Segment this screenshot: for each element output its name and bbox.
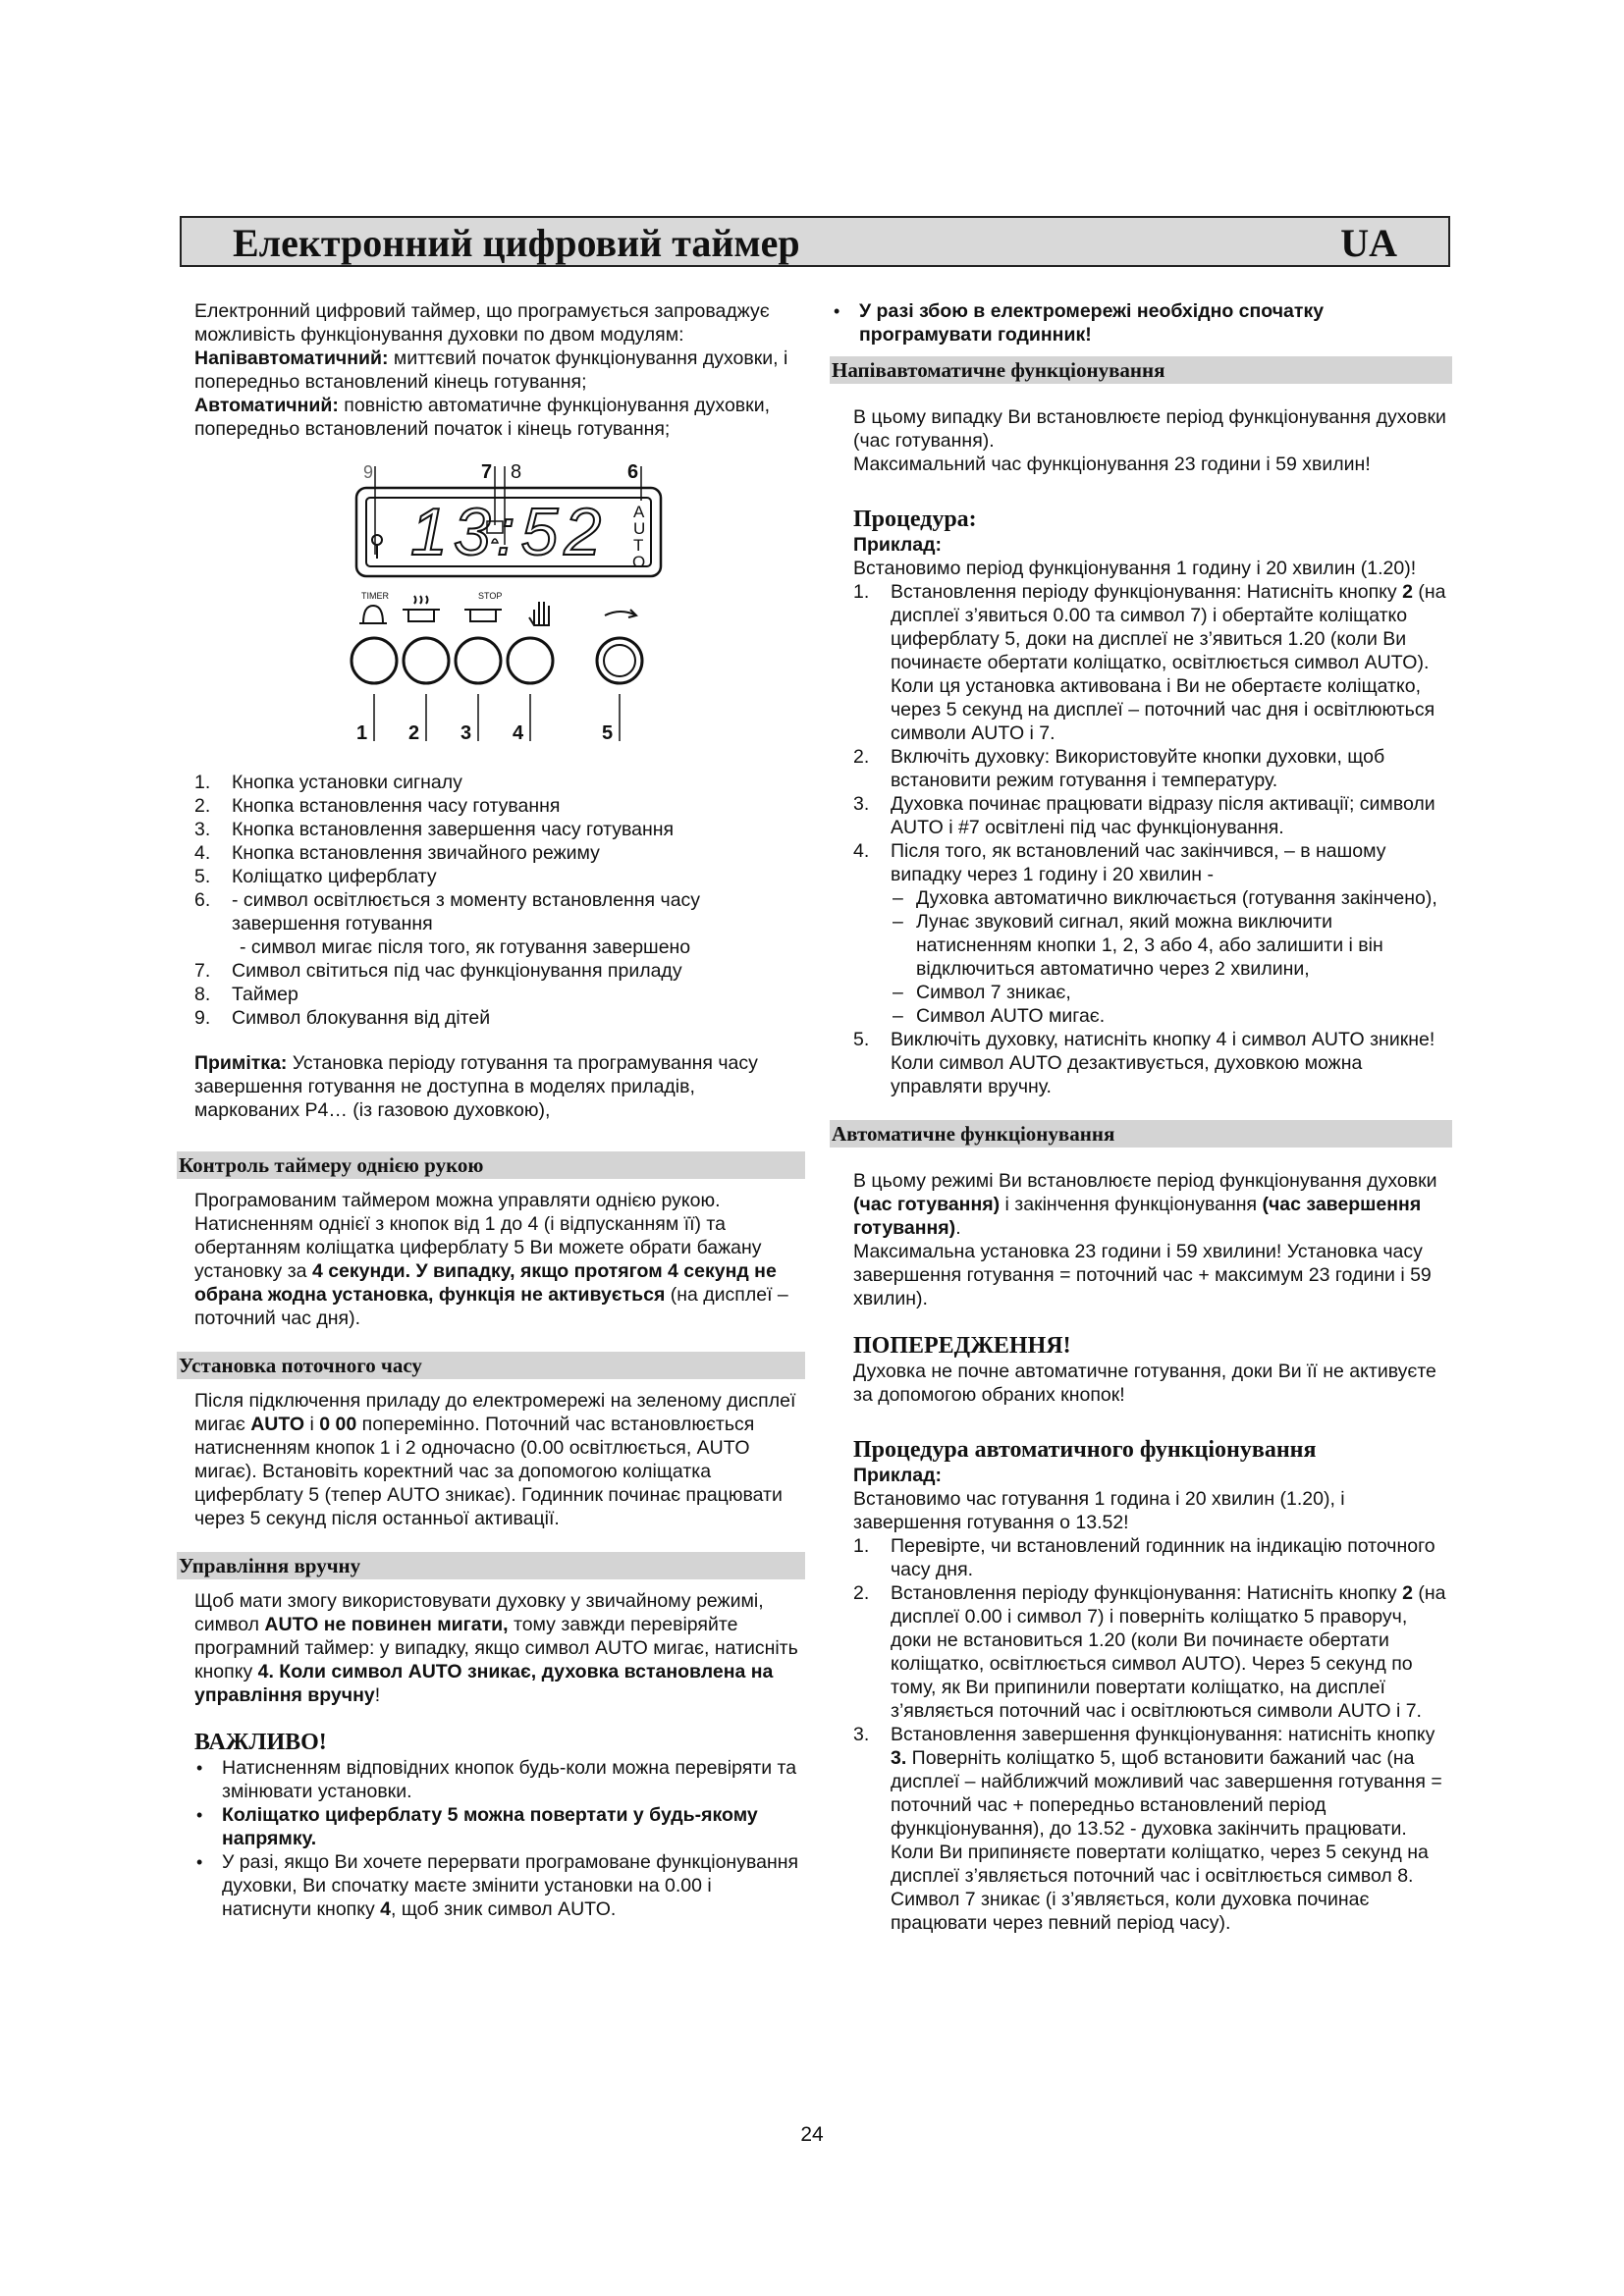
- lock-icon: [372, 535, 382, 559]
- dial-rotate-icon: [605, 610, 636, 617]
- step-sub-item: – Лунає звуковий сигнал, який можна виключити натисненням кнопки 1, 2, 3 або 4, або залишити і він відключиться автоматично через 2 хвилини,: [893, 911, 1383, 980]
- warning-heading: ПОПЕРЕДЖЕННЯ!: [853, 1333, 1071, 1359]
- semi-auto-p1: В цьому випадку Ви встановлюєте період функціонування духовки (час готування).: [853, 406, 1446, 452]
- button-3[interactable]: [456, 638, 501, 683]
- label-4: 4: [513, 722, 524, 744]
- important-item: • У разі, якщо Ви хочете перервати програмоване функціонування духовки, Ви спочатку маєте змінити установки на 0.00 і натиснути кнопку 4, щоб зник символ AUTO.: [196, 1851, 799, 1920]
- current-time-text: Після підключення приладу до електромережі на зеленому дисплеї мигає AUTO і 0 00 поперемінно. Поточний час встановлюється натисненням кнопок 1 і 2 одночасно (0.00 освітлюється, AUTO мигає). Встановіть коректний час за допомогою коліщатка циферблату 5 (тепер AUTO зникає). Годинник починає працювати через 5 секунд після останньої активації.: [194, 1390, 796, 1529]
- stop-label: STOP: [478, 591, 503, 601]
- label-5: 5: [602, 722, 614, 744]
- step-item: 1. Встановлення періоду функціонування: Натисніть кнопку 2 (на дисплеї з’явиться 0.00 та символ 7) і обертайте коліщатко циферблату 5, доки на дисплеї не з’явиться 1.20 (коли Ви починаєте обертати коліщатко, освітлюється символ AUTO). Коли ця установка активована і Ви не обертаєте коліщатко, через 5 секунд на дисплеї – поточний час дня і освітлюються символи AUTO і 7.: [853, 581, 1446, 744]
- language-code: UA: [1340, 221, 1397, 265]
- semi-auto-label: Напівавтоматичний:: [194, 347, 389, 369]
- step-item: 5. Виключіть духовку, натисніть кнопку 4 і символ AUTO зникне! Коли символ AUTO дезактивується, духовкою можна управляти вручну.: [853, 1029, 1435, 1097]
- auto-definition: [194, 394, 803, 441]
- timer-label: TIMER: [361, 591, 389, 601]
- section-heading-one-hand: Контроль таймеру однією рукою: [177, 1151, 805, 1179]
- semi-auto-text: миттєвий початок функціонування духовки, і попередньо встановлений кінець готування;: [194, 347, 788, 393]
- auto-step-item: 2. Встановлення періоду функціонування: Натисніть кнопку 2 (на дисплеї 0.00 і символ 7) і поверніть коліщатко 5 праворуч, доки не встановиться 1.20 (коли Ви починаєте обертати коліщатко, освітлюється символ AUTO). Через 5 секунд по тому, як Ви припинили повертати коліщатко, на дисплеї з’являється поточний час і освітлюються символи AUTO і 7.: [853, 1582, 1446, 1722]
- auto-letters: [632, 503, 645, 571]
- semi-auto-p2: Максимальний час функціонування 23 години і 59 хвилин!: [853, 454, 1371, 475]
- legend-item: - символ мигає після того, як готування завершено: [240, 936, 691, 958]
- legend-item: 8. Таймер: [194, 984, 298, 1005]
- button-1[interactable]: [352, 638, 397, 683]
- svg-text:O: O: [632, 553, 646, 571]
- step-item: 2. Включіть духовку: Використовуйте кнопки духовки, щоб встановити режим готування і температуру.: [853, 746, 1385, 791]
- important-heading: ВАЖЛИВО!: [194, 1730, 327, 1755]
- intro-text: Електронний цифровий таймер, що програмується запроваджує можливість функціонування духовки по двом модулям:: [194, 300, 770, 346]
- legend-item: 9. Символ блокування від дітей: [194, 1007, 491, 1029]
- display-time: 13:52: [410, 495, 608, 569]
- power-warning: • У разі збою в електромережі необхідно спочатку програмувати годинник!: [834, 300, 1325, 346]
- label-7: 7: [481, 461, 493, 483]
- legend-item: 3. Кнопка встановлення завершення часу готування: [194, 819, 675, 840]
- example-text: Встановимо період функціонування 1 годину і 20 хвилин (1.20)!: [853, 558, 1417, 579]
- cooking-time-icon: [403, 596, 440, 621]
- note-text: Примітка: Установка періоду готування та програмування часу завершення готування не доступна в моделях приладів, маркованих Р4… (із газовою духовкою),: [194, 1052, 758, 1121]
- legend-list: [194, 771, 803, 1030]
- label-1: 1: [356, 722, 368, 744]
- left-column: [179, 299, 803, 1921]
- page-number: 24: [800, 2123, 824, 2146]
- important-item: • Коліщатко циферблату 5 можна повертати у будь-якому напрямку.: [196, 1804, 758, 1849]
- step-item: 4. Після того, як встановлений час закінчився, – в нашому випадку через 1 годину і 20 хвилин -: [853, 840, 1386, 885]
- section-heading-auto: Автоматичне функціонування: [830, 1120, 1452, 1148]
- button-4[interactable]: [508, 638, 553, 683]
- semi-auto-definition: [194, 347, 803, 394]
- timer-panel-diagram: [194, 456, 803, 751]
- label-3: 3: [460, 722, 472, 744]
- legend-item: 2. Кнопка встановлення часу готування: [194, 795, 561, 817]
- one-hand-text: Програмованим таймером можна управляти однією рукою. Натисненням однієї з кнопок від 1 до 4 (і відпусканням її) та обертанням коліщатка циферблату 5 Ви можете обрати бажану установку за 4 секунди. У випадку, якщо протягом 4 секунд не обрана жодна установка, функція не активується (на дисплеї – поточний час дня).: [194, 1190, 788, 1329]
- legend-item: 4. Кнопка встановлення звичайного режиму: [194, 842, 600, 864]
- important-item: • Натисненням відповідних кнопок будь-коли можна перевіряти та змінювати установки.: [196, 1757, 797, 1802]
- auto-p1: В цьому режимі Ви встановлюєте період функціонування духовки (час готування) і закінчення функціонування (час завершення готування).: [853, 1170, 1437, 1239]
- manual-text: Щоб мати змогу використовувати духовку у звичайному режимі, символ AUTO не повинен мигати, тому завжди перевіряйте програмний таймер: у випадку, якщо символ AUTO мигає, натисніть кнопку 4. Коли символ AUTO зникає, духовка встановлена на управління вручну!: [194, 1590, 798, 1706]
- end-time-icon: [464, 610, 502, 621]
- step-item: 3. Духовка починає працювати відразу після активації; символи AUTO і #7 освітлені під час функціонування.: [853, 793, 1435, 838]
- label-9: 9: [363, 462, 374, 482]
- semi-steps: [853, 580, 1450, 1098]
- manual-hand-icon: [529, 602, 550, 625]
- label-8: 8: [511, 461, 522, 483]
- auto-step-item: 1. Перевірте, чи встановлений годинник на індикацію поточного часу дня.: [853, 1535, 1435, 1580]
- example-label: Приклад:: [853, 534, 943, 556]
- section-heading-current-time: Установка поточного часу: [177, 1352, 805, 1379]
- svg-text:A: A: [633, 503, 645, 521]
- section-heading-manual: Управління вручну: [177, 1552, 805, 1579]
- section-heading-semi-auto: Напівавтоматичне функціонування: [830, 356, 1452, 384]
- bell-icon: [359, 606, 387, 623]
- right-column: [832, 299, 1450, 1935]
- auto-text: повністю автоматичне функціонування духовки, попередньо встановлений початок і кінець готування;: [194, 395, 771, 440]
- auto-label: Автоматичний:: [194, 395, 339, 416]
- auto-step-item: 3. Встановлення завершення функціонування: натисніть кнопку 3. Поверніть коліщатко 5, щоб встановити бажаний час (на дисплеї – найближчий можливий час завершення готування = поточний час + попередньо встановлений період функціонування), до 13.52 - духовка закінчить працювати. Коли Ви припиняєте повертати коліщатко, через 5 секунд на дисплеї з’являється поточний час і освітлюється символ 8. Символ 7 зникає (і з’являється, коли духовка починає працювати через певний період часу).: [853, 1724, 1442, 1934]
- legend-item: 1. Кнопка установки сигналу: [194, 772, 462, 793]
- svg-text:T: T: [633, 536, 644, 555]
- legend-item: 5. Коліщатко циферблату: [194, 866, 437, 887]
- step-sub-item: – Духовка автоматично виключається (готування закінчено),: [893, 887, 1437, 909]
- power-warning-list: [832, 299, 1450, 347]
- auto-p2: Максимальна установка 23 години і 59 хвилини! Установка часу завершення готування = поточний час + максимум 23 години і 59 хвилин).: [853, 1241, 1432, 1309]
- label-2: 2: [408, 722, 420, 744]
- title-bar: [180, 216, 1450, 267]
- legend-item: 7. Символ світиться під час функціонування приладу: [194, 960, 682, 982]
- auto-steps: [853, 1534, 1450, 1935]
- legend-item: 6. - символ освітлюється з моменту встановлення часу завершення готування: [194, 889, 701, 934]
- page-title: Електронний цифровий таймер: [233, 221, 800, 265]
- example2-label: Приклад:: [853, 1465, 943, 1486]
- step-sub-item: – Символ AUTO мигає.: [893, 1005, 1106, 1027]
- step-sub-item: – Символ 7 зникає,: [893, 982, 1071, 1003]
- label-6: 6: [627, 461, 639, 483]
- example2-text: Встановимо час готування 1 година і 20 хвилин (1.20), і завершення готування о 13.52!: [853, 1488, 1345, 1533]
- auto-procedure-heading: Процедура автоматичного функціонування: [853, 1437, 1317, 1463]
- procedure-heading: Процедура:: [853, 507, 977, 532]
- svg-text:U: U: [633, 519, 646, 538]
- warning-text: Духовка не почне автоматичне готування, доки Ви її не активуєте за допомогою обраних кнопок!: [853, 1361, 1436, 1406]
- button-2[interactable]: [404, 638, 449, 683]
- important-list: [194, 1756, 803, 1921]
